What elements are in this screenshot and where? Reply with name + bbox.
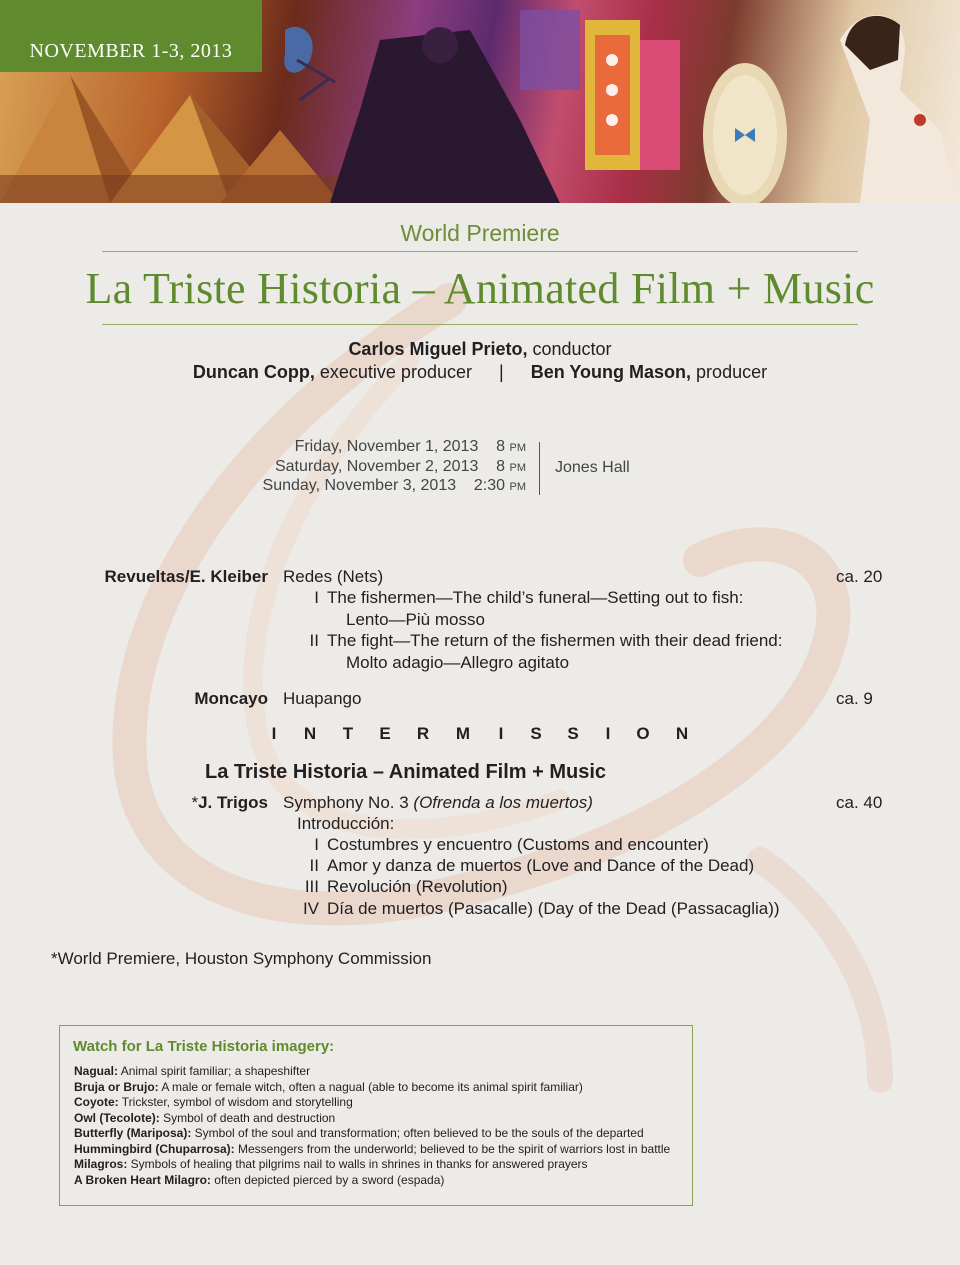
glossary-term: A Broken Heart Milagro:	[74, 1173, 211, 1187]
intermission-label	[0, 724, 960, 746]
footnote: *World Premiere, Houston Symphony Commission	[51, 949, 432, 968]
premiere-label: World Premiere	[400, 220, 560, 246]
intermission-letter: E	[379, 724, 391, 743]
performance-row	[0, 458, 526, 476]
work-duration: ca. 9	[836, 689, 873, 708]
glossary-term: Nagual:	[74, 1064, 119, 1078]
work-title: Redes (Nets)	[283, 567, 384, 586]
work-title-text: Symphony No. 3	[283, 793, 414, 812]
glossary-definition: Symbols of healing that pilgrims nail to walls in shrines in thanks for answered prayers	[127, 1157, 588, 1171]
glossary-term: Butterfly (Mariposa):	[74, 1126, 192, 1140]
performance-ampm: PM	[509, 442, 526, 454]
glossary-definition: Animal spirit familiar; a shapeshifter	[118, 1064, 311, 1078]
performance-date: Saturday, November 2, 2013	[274, 458, 479, 475]
glossary-term: Milagros:	[74, 1157, 128, 1171]
composer-name: Moncayo	[194, 689, 268, 708]
performance-row	[0, 477, 526, 495]
intermission-letter: O	[636, 724, 650, 743]
glossary-title: Watch for La Triste Historia imagery:	[73, 1038, 335, 1055]
intermission-letter: N	[303, 724, 317, 743]
movement-title: Revolución (Revolution)	[327, 877, 508, 896]
producer-role: producer	[691, 362, 768, 382]
producer-name: Ben Young Mason,	[530, 362, 692, 382]
glossary-definition: often depicted pierced by a sword (espada)	[210, 1173, 445, 1187]
movement-numeral: II	[309, 631, 319, 650]
glossary-term: Coyote:	[74, 1095, 119, 1109]
glossary-definition: Messengers from the underworld; believed to be the spirit of warriors lost in battle	[234, 1142, 671, 1156]
glossary-definition: A male or female witch, often a nagual (able to become its animal spirit familiar)	[158, 1080, 583, 1094]
performance-divider	[539, 442, 540, 495]
intermission-letter: R	[416, 724, 430, 743]
venue: Jones Hall	[555, 459, 630, 476]
glossary-item	[74, 1173, 444, 1187]
performance-ampm: PM	[509, 462, 526, 474]
glossary-definition: Symbol of the soul and transformation; often believed to be the souls of the departed	[191, 1126, 644, 1140]
movement-title: Día de muertos (Pasacalle) (Day of the Dead (Passacaglia))	[327, 899, 780, 918]
glossary-definition: Trickster, symbol of wisdom and storytelling	[118, 1095, 353, 1109]
title-rule-top	[102, 251, 858, 252]
title-rule-bottom	[102, 324, 858, 325]
glossary-item	[74, 1080, 583, 1094]
movement-numeral: I	[314, 588, 319, 607]
glossary-term: Bruja or Brujo:	[74, 1080, 159, 1094]
credit-separator: |	[499, 362, 504, 382]
movement-tempo: Lento—Più mosso	[346, 610, 485, 629]
composer-name: Revueltas/E. Kleiber	[104, 567, 268, 586]
glossary-item	[74, 1142, 670, 1156]
glossary-term: Hummingbird (Chuparrosa):	[74, 1142, 235, 1156]
glossary-definition: Symbol of death and destruction	[159, 1111, 336, 1125]
intermission-letter: S	[567, 724, 579, 743]
work-subtitle: (Ofrenda a los muertos)	[413, 793, 593, 812]
event-dates: NOVEMBER 1-3, 2013	[29, 40, 233, 62]
performance-time: 2:30	[473, 477, 506, 494]
movement-title: The fishermen—The child’s funeral—Setting out to fish:	[327, 588, 744, 607]
performance-time: 8	[496, 438, 506, 455]
intermission-letter: S	[530, 724, 542, 743]
conductor-role: conductor	[527, 339, 612, 359]
movement-title: Amor y danza de muertos (Love and Dance of the Dead)	[327, 856, 755, 875]
work-duration: ca. 20	[836, 567, 883, 586]
glossary-item	[74, 1095, 353, 1109]
intermission-letter: I	[498, 724, 504, 743]
executive-producer-name: Duncan Copp,	[192, 362, 315, 382]
glossary-item	[74, 1111, 335, 1125]
glossary-item	[74, 1126, 644, 1140]
producer-credits	[0, 362, 960, 383]
performance-ampm: PM	[509, 481, 526, 493]
conductor-name: Carlos Miguel Prieto,	[348, 339, 528, 359]
glossary-item	[74, 1157, 588, 1171]
work-title	[283, 793, 593, 813]
movement-title: The fight—The return of the fishermen with their dead friend:	[327, 631, 783, 650]
movement-numeral: III	[304, 877, 319, 896]
movement-numeral: IV	[302, 899, 319, 918]
movement-tempo: Molto adagio—Allegro agitato	[346, 653, 570, 672]
work-title: Huapango	[283, 689, 362, 708]
introduction-label: Introducción:	[297, 814, 395, 833]
movement-numeral: II	[309, 856, 319, 875]
work-duration: ca. 40	[836, 793, 883, 812]
executive-producer-role: executive producer	[314, 362, 472, 382]
glossary-item	[74, 1064, 310, 1078]
composer-name	[60, 793, 268, 813]
movement-title: Costumbres y encuentro (Customs and encounter)	[327, 835, 709, 854]
performance-date: Sunday, November 3, 2013	[262, 477, 457, 494]
composer-name-text: J. Trigos	[198, 793, 268, 812]
premiere-asterisk: *	[191, 793, 199, 812]
performance-row	[0, 438, 526, 456]
page-title: La Triste Historia – Animated Film + Music	[85, 264, 875, 313]
intermission-letter: M	[455, 724, 471, 743]
intermission-letter: T	[342, 724, 354, 743]
intermission-letter: I	[271, 724, 277, 743]
glossary-term: Owl (Tecolote):	[74, 1111, 160, 1125]
performance-time: 8	[496, 458, 506, 475]
movement-numeral: I	[314, 835, 319, 854]
conductor-credit	[0, 339, 960, 360]
intermission-letter: I	[605, 724, 611, 743]
intermission-letter: N	[675, 724, 689, 743]
performance-date: Friday, November 1, 2013	[294, 438, 479, 455]
second-half-title: La Triste Historia – Animated Film + Music	[205, 761, 607, 783]
